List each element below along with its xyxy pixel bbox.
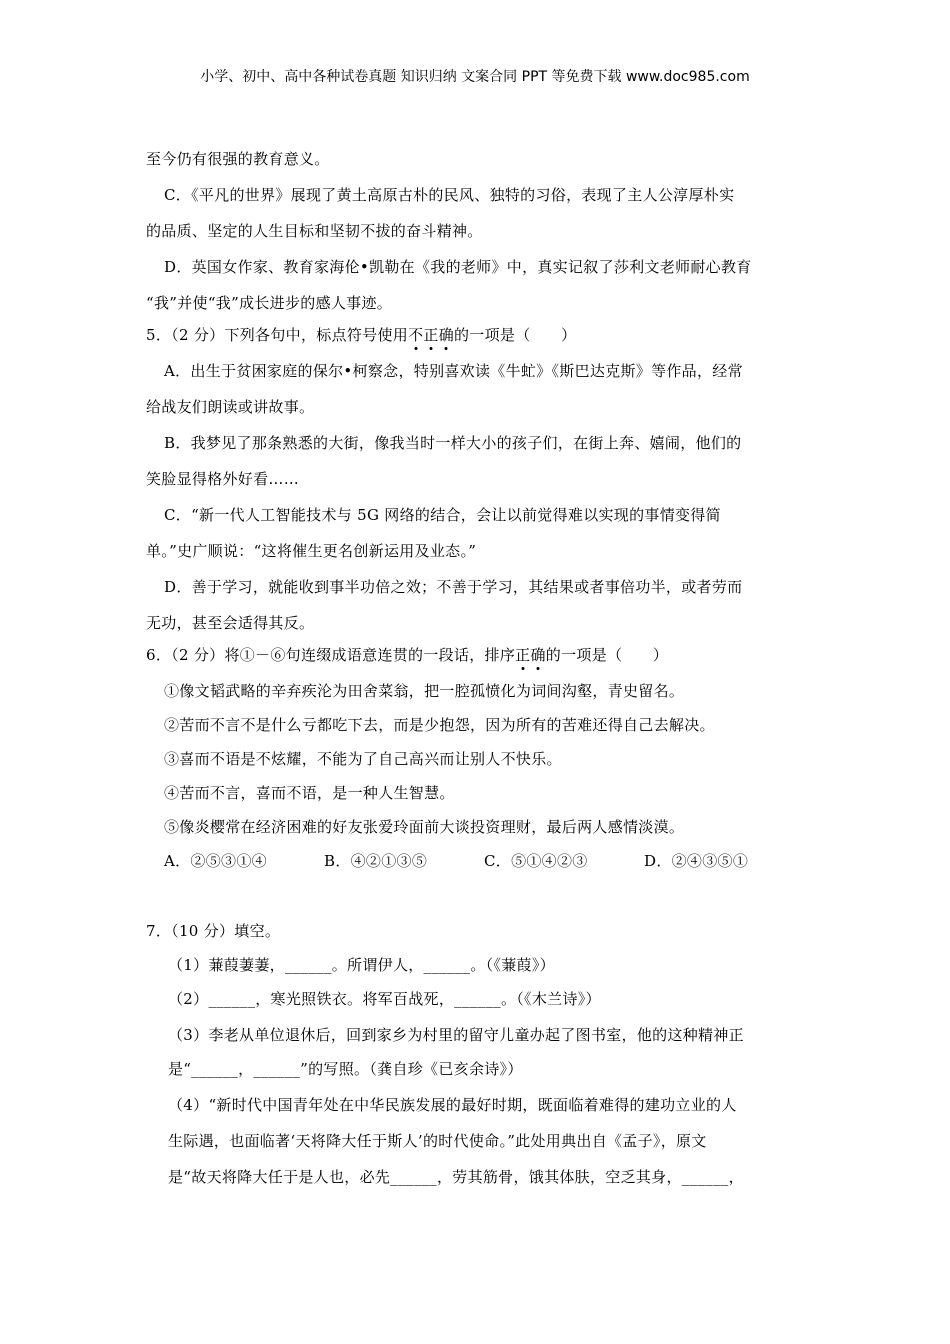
q5-option-b-line2: 笑脸显得格外好看…… [146, 470, 300, 488]
q6-option-c: C．⑤①④②③ [484, 852, 588, 870]
emphasis-char: 不 [408, 326, 424, 344]
q6-options [164, 850, 748, 871]
q6-sentence-3: ③喜而不语是不炫耀，不能为了自己高兴而让别人不快乐。 [164, 750, 562, 768]
q5-option-a-line2: 给战友们朗读或讲故事。 [146, 398, 315, 416]
q5-option-d-line2: 无功，甚至会适得其反。 [146, 614, 315, 632]
q4-option-d-line2: “我”并使“我”成长进步的感人事迹。 [146, 294, 393, 312]
q5-stem: 5．（2 分）下列各句中，标点符号使用不正确的一项是（ ） [146, 326, 577, 344]
q6-sentence-1: ①像文韬武略的辛弃疾沦为田舍菜翁，把一腔孤愤化为词间沟壑，青史留名。 [164, 682, 685, 700]
q6-option-a: A．②⑤③①④ [164, 852, 267, 870]
page-header: 小学、初中、高中各种试卷真题 知识归纳 文案合同 PPT 等免费下载 www.doc985.com [200, 69, 750, 85]
q6-option-b: B．④②①③⑤ [324, 852, 428, 870]
q7-part-3-line1: （3）李老从单位退休后，回到家乡为村里的留守儿童办起了图书室，他的这种精神正 [168, 1026, 744, 1044]
q6-sentence-5: ⑤像炎樱常在经济困难的好友张爱玲面前大谈投资理财，最后两人感情淡漠。 [164, 818, 685, 836]
q7-stem: 7．（10 分）填空。 [146, 922, 281, 940]
q5-option-d-line1: D．善于学习，就能收到事半功倍之效；不善于学习，其结果或者事倍功半，或者劳而 [164, 578, 743, 596]
q7-part-4-line3: 是“故天将降大任于是人也，必先______，劳其筋骨，饿其体肤，空乏其身，______， [168, 1168, 744, 1186]
q7-part-1: （1）蒹葭萋萋，______。所谓伊人，______。（《蒹葭》） [168, 956, 555, 974]
q5-option-c-line2: 单。”史广顺说：“这将催生更名创新运用及业态。” [146, 542, 477, 560]
emphasis-char: 正 [423, 326, 439, 344]
emphasis-char: 确 [530, 646, 546, 664]
q4-option-d-line1: D．英国女作家、教育家海伦•凯勒在《我的老师》中，真实记叙了莎利文老师耐心教育 [164, 258, 752, 276]
q4-option-c-line2: 的品质、坚定的人生目标和坚韧不拔的奋斗精神。 [146, 222, 483, 240]
q6-option-d: D．②④③⑤① [644, 852, 749, 870]
q5-option-b-line1: B．我梦见了那条熟悉的大街，像我当时一样大小的孩子们，在街上奔、嬉闹，他们的 [164, 434, 742, 452]
q7-part-2: （2）______，寒光照铁衣。将军百战死，______。（《木兰诗》） [168, 990, 601, 1008]
q4-option-c-line1: C．《平凡的世界》展现了黄土高原古朴的民风、独特的习俗，表现了主人公淳厚朴实 [164, 186, 735, 204]
emphasis-char: 确 [438, 326, 454, 344]
q7-part-3-line2: 是“______，______”的写照。（龚自珍《已亥余诗》） [168, 1060, 523, 1078]
continuation-line: 至今仍有很强的教育意义。 [146, 150, 330, 168]
q7-part-4-line1: （4）“新时代中国青年处在中华民族发展的最好时期，既面临着难得的建功立业的人 [168, 1096, 737, 1114]
q5-option-a-line1: A．出生于贫困家庭的保尔•柯察念，特别喜欢读《牛虻》《斯巴达克斯》等作品，经常 [164, 362, 743, 380]
q6-stem: 6．（2 分）将①－⑥句连缀成语意连贯的一段话，排序正确的一项是（ ） [146, 646, 669, 664]
emphasis-char: 正 [515, 646, 531, 664]
q6-sentence-4: ④苦而不言，喜而不语，是一种人生智慧。 [164, 784, 455, 802]
q5-option-c-line1: C．“新一代人工智能技术与 5G 网络的结合，会让以前觉得难以实现的事情变得简 [164, 506, 721, 524]
q6-sentence-2: ②苦而不言不是什么亏都吃下去，而是少抱怨，因为所有的苦难还得自己去解决。 [164, 716, 715, 734]
q7-part-4-line2: 生际遇，也面临著‘天将降大任于斯人’的时代使命。”此处用典出自《孟子》，原文 [168, 1132, 707, 1150]
